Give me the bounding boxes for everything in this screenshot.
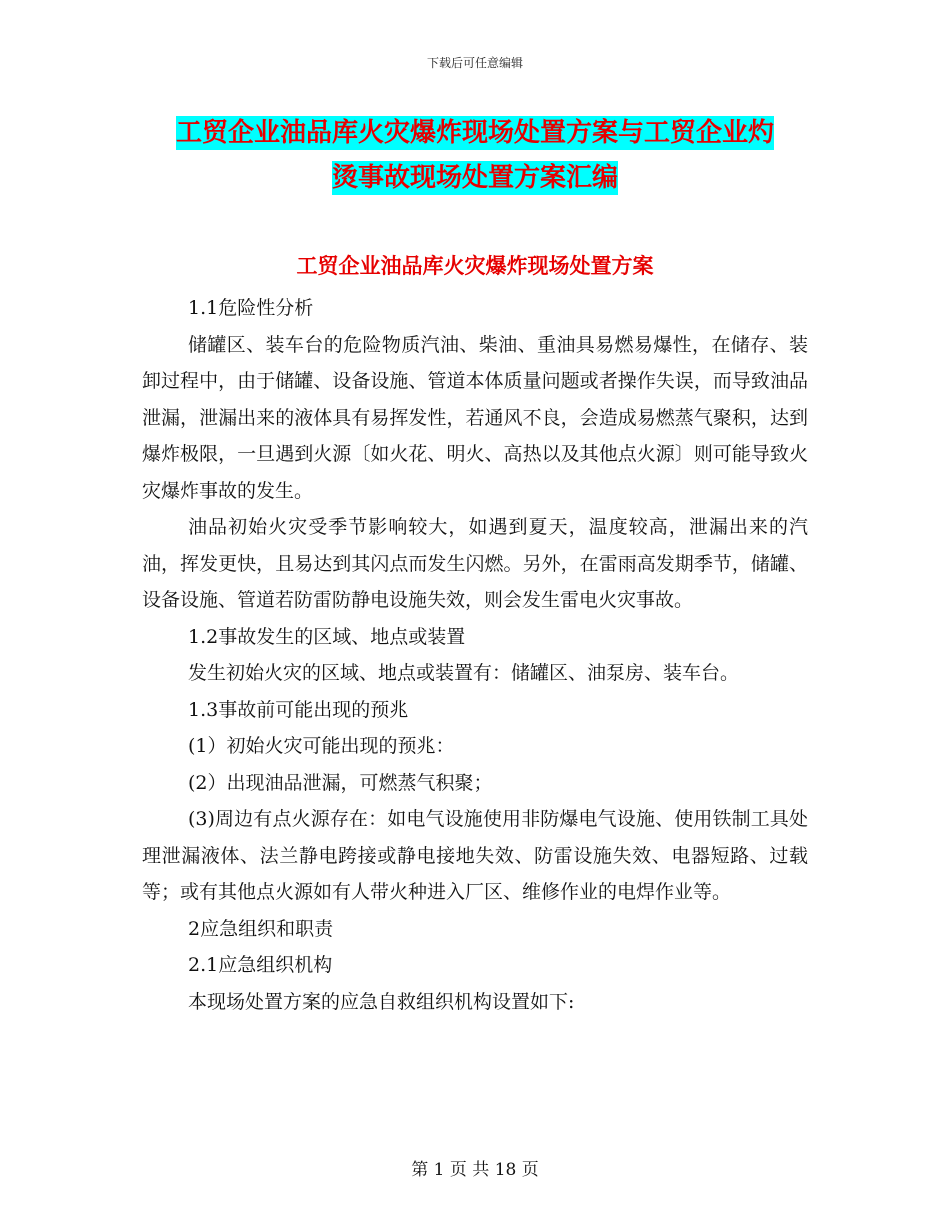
page-footer: 第 1 页 共 18 页 (411, 1160, 539, 1180)
list-item: (3)周边有点火源存在：如电气设施使用非防爆电气设施、使用铁制工具处理泄漏液体、法兰静电跨接或静电接地失效、防雷设施失效、电器短路、过载等；或有其他点火源如有人带火种进入厂区、维修作业的电焊作业等。 (142, 808, 808, 903)
list-item: (1）初始火灾可能出现的预兆： (188, 735, 455, 757)
list-item: (2）出现油品泄漏，可燃蒸气积聚； (188, 771, 493, 794)
paragraph-heading: 2.1应急组织机构 (188, 954, 333, 976)
paragraph: 本现场处置方案的应急自救组织机构设置如下: (188, 990, 575, 1013)
document-title-line-2: 烫事故现场处置方案汇编 (331, 163, 618, 193)
paragraph-heading: 2应急组织和职责 (188, 917, 334, 940)
paragraph-heading: 1.1危险性分析 (188, 297, 314, 319)
paragraph: 储罐区、装车台的危险物质汽油、柴油、重油具易燃易爆性，在储存、装卸过程中，由于储罐、设备设施、管道本体质量问题或者操作失误，而导致油品泄漏，泄漏出来的液体具有易挥发性，若通风不良，会造成易燃蒸气聚积，达到爆炸极限，一旦遇到火源〔如火花、明火、高热以及其他点火源〕则可能导致火灾爆炸事故的发生。 (142, 333, 808, 502)
paragraph: 油品初始火灾受季节影响较大，如遇到夏天，温度较高，泄漏出来的汽油，挥发更快，且易达到其闪点而发生闪燃。另外，在雷雨高发期季节，储罐、设备设施、管道若防雷防静电设施失效，则会发生雷电火灾事故。 (142, 516, 808, 611)
paragraph-heading: 1.2事故发生的区域、地点或装置 (188, 625, 466, 648)
header-note: 下载后可任意编辑 (426, 56, 523, 70)
document-title-line-1: 工贸企业油品库火灾爆炸现场处置方案与工贸企业灼 (175, 118, 774, 148)
section-title: 工贸企业油品库火灾爆炸现场处置方案 (296, 254, 654, 278)
document-body (142, 290, 808, 1020)
paragraph-heading: 1.3事故前可能出现的预兆 (188, 698, 409, 721)
paragraph: 发生初始火灾的区域、地点或装置有：储罐区、油泵房、装车台。 (188, 662, 740, 684)
